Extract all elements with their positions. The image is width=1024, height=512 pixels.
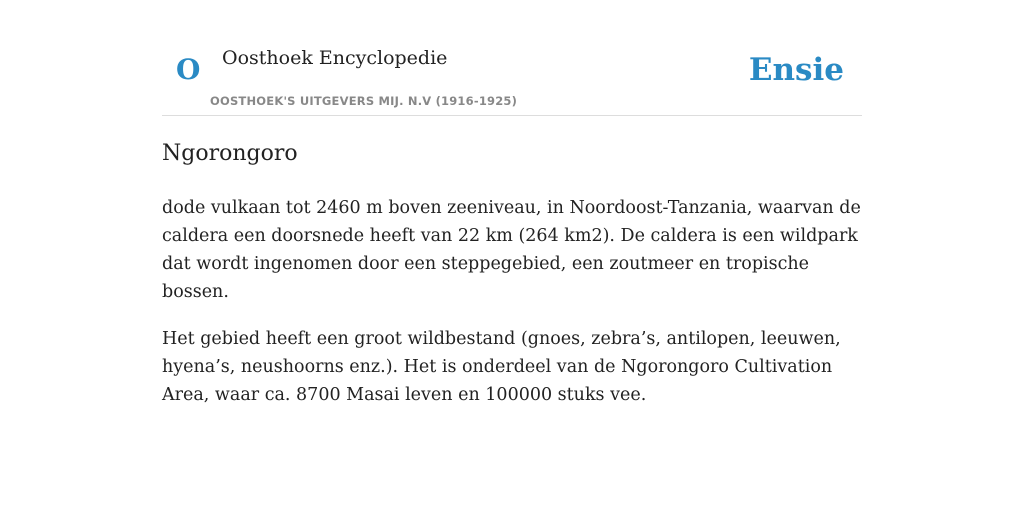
brand-logo[interactable]: Ensie bbox=[748, 52, 844, 88]
site-logo[interactable]: O bbox=[176, 53, 201, 86]
entry-paragraph: dode vulkaan tot 2460 m boven zeeniveau, in Noordoost-Tanzania, waarvan de caldera een doorsnede heeft van 22 km (264 km2). De caldera is een wildpark dat wordt ingenomen door een steppegebied, een zoutmeer en tropische bossen. bbox=[162, 198, 861, 302]
page bbox=[162, 0, 862, 409]
entry-body bbox=[162, 194, 862, 409]
entry-paragraph: Het gebied heeft een groot wildbestand (gnoes, zebra’s, antilopen, leeuwen, hyena’s, neushoorns enz.). Het is onderdeel van de Ngorongoro Cultivation Area, waar ca. 8700 Masai leven en 100000 stuks vee. bbox=[162, 329, 841, 405]
publisher-label: OOSTHOEK'S UITGEVERS MIJ. N.V (1916-1925) bbox=[210, 94, 518, 108]
entry-title: Ngorongoro bbox=[162, 141, 298, 166]
site-title[interactable]: Oosthoek Encyclopedie bbox=[222, 47, 448, 69]
site-header bbox=[162, 40, 862, 116]
